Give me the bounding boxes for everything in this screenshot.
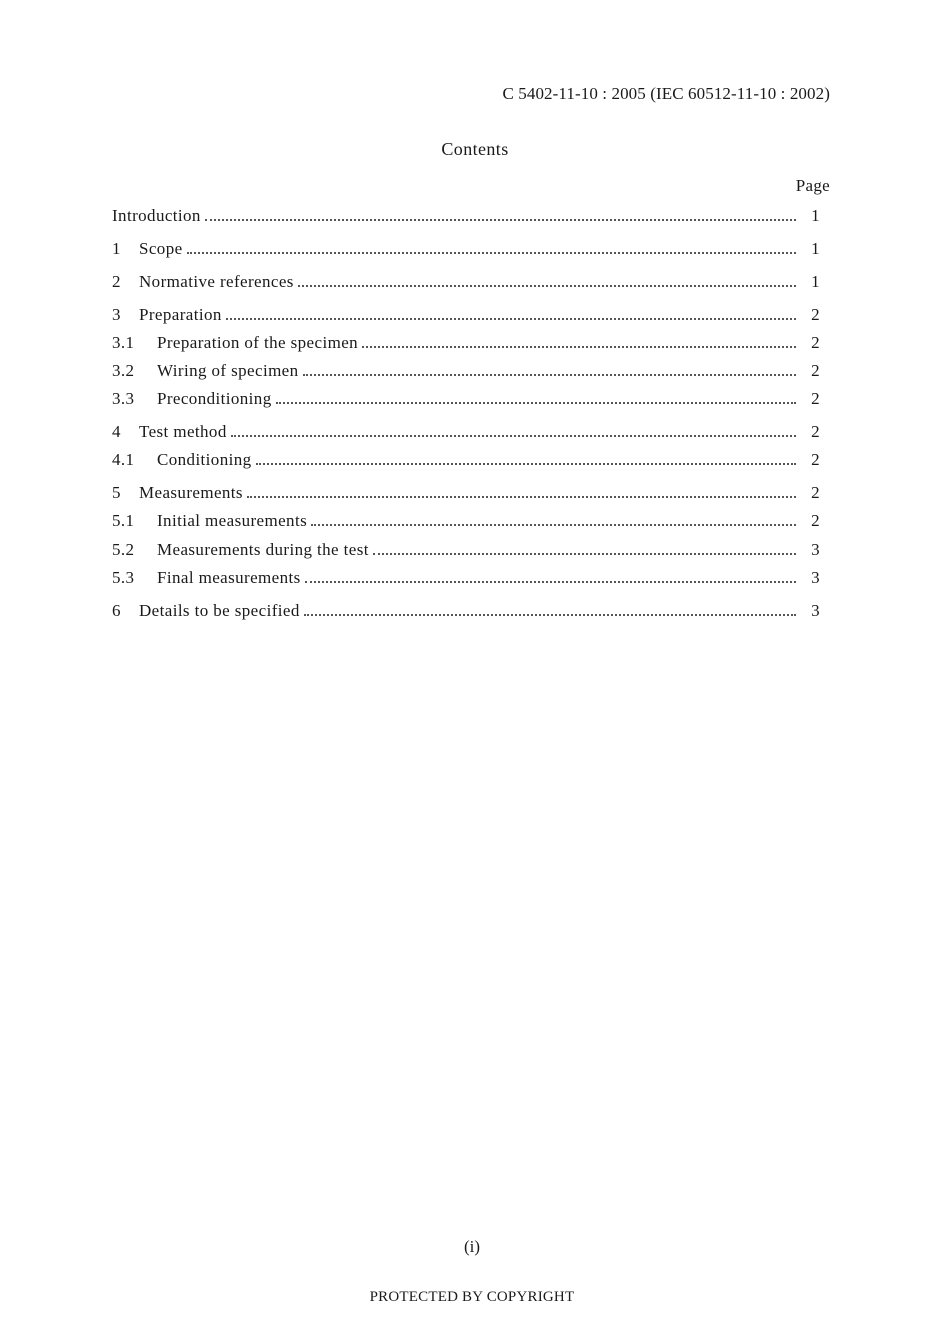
dot-leader <box>187 252 796 254</box>
toc-entry-number: 6 <box>112 601 121 620</box>
dot-leader <box>362 346 796 348</box>
dot-leader <box>298 285 796 287</box>
toc-entry-number: 3.2 <box>112 361 135 380</box>
toc-entry-title: Conditioning <box>157 450 252 469</box>
toc-entry-page: 3 <box>811 568 820 587</box>
toc-entry-title: Wiring of specimen <box>157 361 299 380</box>
toc-entry-title: Final measurements <box>157 568 301 587</box>
toc-entry-title: Details to be specified <box>139 601 300 620</box>
toc-entry-initial-measurements[interactable] <box>112 511 820 535</box>
toc-entry-page: 2 <box>811 305 820 324</box>
toc-entry-number: 4 <box>112 422 121 441</box>
dot-leader <box>373 553 796 555</box>
toc-entry-preparation[interactable] <box>112 305 820 329</box>
toc-entry-page: 2 <box>811 333 820 352</box>
document-code: C 5402-11-10 : 2005 (IEC 60512-11-10 : 2002) <box>502 84 830 103</box>
toc-entry-page: 2 <box>811 511 820 530</box>
toc-entry-wiring-of-specimen[interactable] <box>112 361 820 385</box>
toc-entry-page: 2 <box>811 361 820 380</box>
dot-leader <box>205 219 796 221</box>
toc-entry-normative-references[interactable] <box>112 272 820 296</box>
toc-entry-number: 5 <box>112 483 121 502</box>
copyright-notice: PROTECTED BY COPYRIGHT <box>369 1289 575 1305</box>
toc-entry-title: Test method <box>139 422 227 441</box>
toc-entry-measurements-during-test[interactable] <box>112 540 820 564</box>
toc-entry-title: Normative references <box>139 272 294 291</box>
toc-entry-page: 3 <box>811 601 820 620</box>
toc-entry-page: 1 <box>811 239 820 258</box>
dot-leader <box>247 496 796 498</box>
toc-entry-page: 1 <box>811 206 820 225</box>
toc-entry-page: 2 <box>811 422 820 441</box>
toc-entry-title: Preparation <box>139 305 222 324</box>
dot-leader <box>226 318 796 320</box>
dot-leader <box>276 402 796 404</box>
toc-entry-page: 1 <box>811 272 820 291</box>
toc-entry-title: Measurements during the test <box>157 540 369 559</box>
toc-entry-measurements[interactable] <box>112 483 820 507</box>
toc-entry-number: 4.1 <box>112 450 135 469</box>
toc-entry-page: 2 <box>811 389 820 408</box>
toc-entry-number: 5.3 <box>112 568 135 587</box>
toc-entry-page: 2 <box>811 450 820 469</box>
toc-entry-number: 3.1 <box>112 333 135 352</box>
contents-title: Contents <box>441 139 509 159</box>
toc-entry-preconditioning[interactable] <box>112 389 820 413</box>
toc-entry-number: 3.3 <box>112 389 135 408</box>
toc-entry-details-to-be-specified[interactable] <box>112 601 820 625</box>
toc-entry-number: 1 <box>112 239 121 258</box>
page-column-heading: Page <box>795 176 830 195</box>
dot-leader <box>256 463 796 465</box>
toc-entry-preparation-of-specimen[interactable] <box>112 333 820 357</box>
toc-entry-title: Preparation of the specimen <box>157 333 359 352</box>
toc-entry-introduction[interactable] <box>112 206 820 230</box>
toc-entry-page: 3 <box>811 540 820 559</box>
toc-entry-final-measurements[interactable] <box>112 568 820 592</box>
toc-entry-title: Introduction <box>112 206 201 225</box>
dot-leader <box>304 614 796 616</box>
dot-leader <box>305 581 796 583</box>
toc-entry-number: 5.1 <box>112 511 135 530</box>
toc-entry-test-method[interactable] <box>112 422 820 446</box>
toc-entry-title: Initial measurements <box>157 511 308 530</box>
toc-entry-page: 2 <box>811 483 820 502</box>
toc-entry-title: Measurements <box>139 483 243 502</box>
dot-leader <box>231 435 796 437</box>
toc-entry-number: 2 <box>112 272 121 291</box>
toc-entry-title: Preconditioning <box>157 389 272 408</box>
toc-entry-number: 3 <box>112 305 121 324</box>
toc-entry-number: 5.2 <box>112 540 135 559</box>
toc-entry-scope[interactable] <box>112 239 820 263</box>
dot-leader <box>311 524 796 526</box>
page-number: (i) <box>463 1237 481 1256</box>
dot-leader <box>303 374 796 376</box>
toc-entry-conditioning[interactable] <box>112 450 820 474</box>
toc-entry-title: Scope <box>139 239 183 258</box>
